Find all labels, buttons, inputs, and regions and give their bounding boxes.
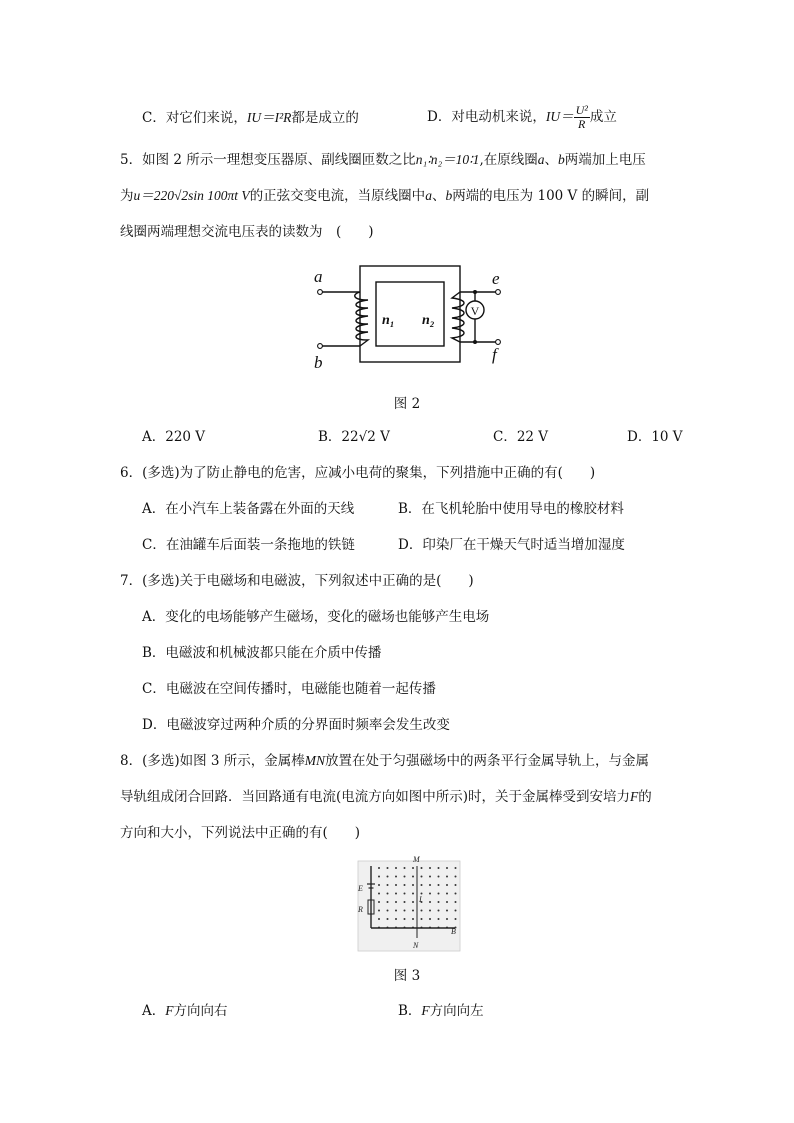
figure-2-transformer: [312, 258, 512, 378]
field-dot: [429, 893, 431, 895]
field-dot: [446, 884, 448, 886]
terminal-b: [318, 344, 323, 349]
q7-option-c: C．电磁波在空间传播时，电磁能也随着一起传播: [142, 681, 436, 697]
figure-3-caption: 图 3: [393, 968, 421, 984]
q5-option-c: C．22 V: [493, 429, 549, 445]
q6-option-b: B．在飞机轮胎中使用导电的橡胶材料: [398, 501, 624, 517]
label-n1: n₁: [382, 313, 395, 328]
field-dot: [421, 884, 423, 886]
q5-option-d: D．10 V: [627, 429, 683, 445]
primary-coil: [355, 292, 368, 346]
field-dot: [378, 901, 380, 903]
q6-option-d: D．印染厂在干燥天气时适当增加湿度: [398, 537, 625, 553]
field-dot: [378, 910, 380, 912]
field-dot: [429, 867, 431, 869]
field-dot: [387, 910, 389, 912]
field-dot: [421, 867, 423, 869]
field-dot: [455, 918, 457, 920]
field-dot: [412, 918, 414, 920]
field-dot: [412, 884, 414, 886]
label-n2: n₂: [422, 313, 435, 328]
q5-stem-line1: 5．如图 2 所示一理想变压器原、副线圈匝数之比n₁∶n₂＝10∶1,在原线圈a、b两端加上电压: [120, 152, 646, 168]
field-dot: [446, 876, 448, 878]
field-dot: [412, 867, 414, 869]
field-dot: [438, 867, 440, 869]
field-dot: [412, 910, 414, 912]
field-dot: [429, 876, 431, 878]
figure-3-rails: [357, 854, 461, 954]
field-dot: [446, 901, 448, 903]
q6-option-c: C．在油罐车后面装一条拖地的铁链: [142, 537, 355, 553]
field-dot: [387, 893, 389, 895]
field-dot: [446, 893, 448, 895]
field-dot: [387, 867, 389, 869]
field-dot: [404, 901, 406, 903]
terminal-e: [496, 290, 501, 295]
q7-option-d: D．电磁波穿过两种介质的分界面时频率会发生改变: [142, 717, 450, 733]
q4-option-d: D．对电动机来说，IU＝ $\frac{\text{U²}}{R}$ 成立: [427, 103, 617, 131]
q5-stem-line2: 为u＝220√2sin 100πt V的正弦交变电流，当原线圈中a、b两端的电压为 100 V 的瞬间，副: [120, 188, 650, 204]
field-dot: [395, 901, 397, 903]
field-dot: [395, 910, 397, 912]
label-b: b: [314, 353, 323, 372]
field-dot: [387, 884, 389, 886]
field-dot: [455, 910, 457, 912]
q8-stem-line3: 方向和大小，下列说法中正确的有( ): [120, 825, 361, 841]
q5-option-b: B．22√2 V: [318, 429, 390, 445]
field-dot: [395, 884, 397, 886]
field-dot: [421, 876, 423, 878]
field-dot: [421, 918, 423, 920]
field-dot: [421, 910, 423, 912]
label-b: B: [451, 927, 456, 936]
q8-stem-line1: 8．(多选)如图 3 所示，金属棒MN放置在处于匀强磁场中的两条平行金属导轨上，与金属: [120, 753, 650, 769]
q8-option-a: A．F方向向右: [142, 1003, 228, 1019]
field-dot: [446, 918, 448, 920]
field-dot: [404, 867, 406, 869]
figure-3-background: [358, 861, 460, 951]
label-v: V: [470, 304, 480, 318]
terminal-a: [318, 290, 323, 295]
transformer-core-outer: [360, 266, 460, 362]
label-m: M: [413, 855, 420, 864]
q4-option-c: C．对它们来说，IU＝I²R都是成立的: [142, 110, 359, 126]
q7-stem: 7．(多选)关于电磁场和电磁波，下列叙述中正确的是( ): [120, 573, 474, 589]
field-dot: [404, 910, 406, 912]
field-dot: [412, 893, 414, 895]
field-dot: [404, 893, 406, 895]
field-dot: [387, 901, 389, 903]
figure-2-caption: 图 2: [393, 396, 421, 412]
q7-option-b: B．电磁波和机械波都只能在介质中传播: [142, 645, 382, 661]
field-dot: [455, 876, 457, 878]
secondary-coil: [452, 292, 464, 342]
field-dot: [429, 918, 431, 920]
label-i: I: [419, 895, 422, 904]
field-dot: [429, 884, 431, 886]
field-dot: [446, 910, 448, 912]
field-dot: [438, 918, 440, 920]
field-dot: [412, 901, 414, 903]
field-dot: [378, 876, 380, 878]
field-dot: [404, 876, 406, 878]
q6-option-a: A．在小汽车上装备露在外面的天线: [142, 501, 355, 517]
field-dot: [438, 884, 440, 886]
label-e: e: [492, 269, 500, 288]
field-dot: [446, 867, 448, 869]
field-dot: [404, 884, 406, 886]
field-dot: [395, 867, 397, 869]
field-dot: [378, 884, 380, 886]
label-e: E: [358, 884, 363, 893]
field-dot: [429, 901, 431, 903]
field-dot: [378, 918, 380, 920]
field-dot: [378, 867, 380, 869]
q6-stem: 6．(多选)为了防止静电的危害，应减小电荷的聚集，下列措施中正确的有( ): [120, 465, 596, 481]
field-dot: [429, 910, 431, 912]
field-dot: [404, 918, 406, 920]
q5-option-a: A．220 V: [142, 429, 206, 445]
field-dot: [412, 876, 414, 878]
field-dot: [438, 901, 440, 903]
field-dot: [387, 918, 389, 920]
field-dot: [395, 918, 397, 920]
fraction: $\frac{\text{U²}}{R}$: [575, 103, 588, 131]
q8-stem-line2: 导轨组成闭合回路．当回路通有电流(电流方向如图中所示)时，关于金属棒受到安培力F的: [120, 789, 652, 805]
field-dot: [395, 876, 397, 878]
field-dot: [378, 893, 380, 895]
field-dot: [455, 893, 457, 895]
label-r: R: [358, 905, 363, 914]
label-n: N: [413, 941, 419, 950]
field-dot: [455, 884, 457, 886]
q5-stem-line3: 线圈两端理想交流电压表的读数为 ( ): [120, 224, 374, 240]
field-dot: [395, 893, 397, 895]
q8-option-b: B．F方向向左: [398, 1003, 484, 1019]
field-dot: [455, 867, 457, 869]
field-dot: [455, 901, 457, 903]
field-dot: [438, 876, 440, 878]
field-dot: [438, 893, 440, 895]
field-dot: [387, 876, 389, 878]
terminal-f: [496, 340, 501, 345]
field-dot: [438, 910, 440, 912]
label-f: f: [492, 345, 497, 364]
label-a: a: [314, 267, 323, 286]
q7-option-a: A．变化的电场能够产生磁场，变化的磁场也能够产生电场: [142, 609, 490, 625]
